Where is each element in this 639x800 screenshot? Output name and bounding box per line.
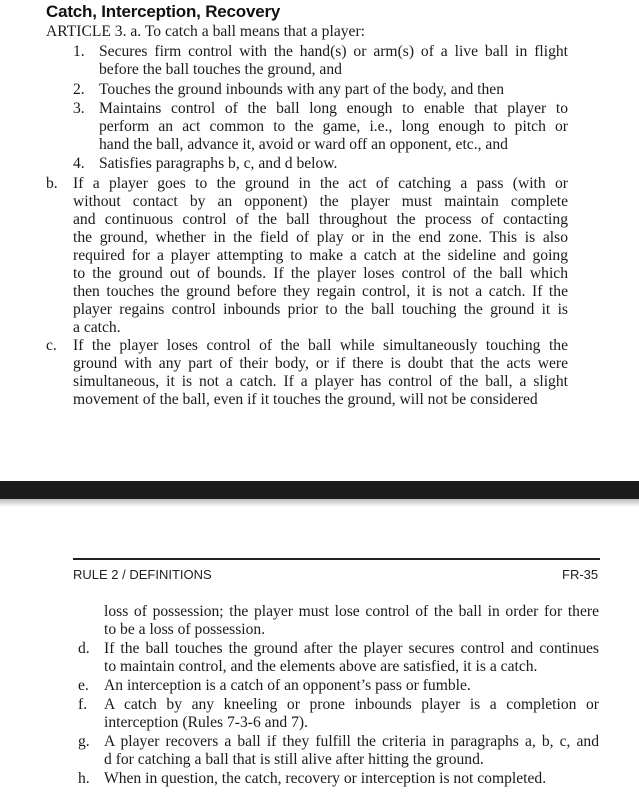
page-separator-shadow (0, 499, 639, 507)
para-b-label: b. (46, 175, 58, 192)
para-b-line-4: the ground, whether in the field of play or in the end zone. This is also (73, 229, 568, 246)
para-e-label: e. (78, 677, 89, 694)
item-3-line-1: Maintains control of the ball long enough to enable that player to (99, 100, 568, 117)
running-header-rule (73, 558, 600, 560)
page-number: FR-35 (562, 567, 599, 582)
item-1-line-1: Secures firm control with the hand(s) or arm(s) of a live ball in flight (99, 43, 568, 60)
para-b-line-5: required for a player attempting to make a catch at the sideline and going (73, 247, 568, 264)
item-3-line-3: hand the ball, advance it, avoid or ward off an opponent, etc., and (99, 136, 508, 153)
para-f-line-2: interception (Rules 7-3-6 and 7). (104, 714, 308, 731)
para-c-label: c. (46, 337, 57, 354)
para-d-line-1: If the ball touches the ground after the player secures control and continues (104, 640, 599, 657)
para-c-line-4: movement of the ball, even if it touches the ground, will not be considered (73, 391, 538, 408)
item-1-line-2: before the ball touches the ground, and (99, 61, 342, 78)
para-b-line-8: player regains control inbounds prior to the ball touching the ground it is (73, 301, 568, 318)
para-f-line-1: A catch by any kneeling or prone inbounds player is a completion or (104, 696, 599, 713)
para-f-label: f. (78, 696, 88, 713)
para-d-line-2: to maintain control, and the elements above are satisfied, it is a catch. (104, 658, 538, 675)
para-c-line-2: ground with any part of their body, or if there is doubt that the acts were (73, 355, 568, 372)
running-header-title: RULE 2 / DEFINITIONS (73, 567, 212, 582)
para-c-line-3: simultaneous, it is not a catch. If a player has control of the ball, a slight (73, 373, 568, 390)
para-h-label: h. (78, 770, 90, 787)
item-2-line-1: Touches the ground inbounds with any part of the body, and then (99, 81, 504, 98)
continuation-line-2: to be a loss of possession. (104, 621, 266, 638)
item-4-number: 4. (73, 155, 85, 172)
section-title: Catch, Interception, Recovery (46, 2, 281, 21)
para-b-line-1: If a player goes to the ground in the act of catching a pass (with or (73, 175, 568, 192)
para-b-line-9: a catch. (73, 319, 121, 336)
item-2-number: 2. (73, 81, 85, 98)
para-b-line-7: then touches the ground before they regain control, it is not a catch. If the (73, 283, 568, 300)
item-3-number: 3. (73, 100, 85, 117)
para-b-line-2: without contact by an opponent) the player must maintain complete (73, 193, 568, 210)
para-d-label: d. (78, 640, 90, 657)
para-g-label: g. (78, 733, 90, 750)
para-c-line-1: If the player loses control of the ball while simultaneously touching the (73, 337, 568, 354)
para-h-line-1: When in question, the catch, recovery or interception is not completed. (104, 770, 547, 787)
page-separator-band (0, 481, 639, 499)
item-3-line-2: perform an act common to the game, i.e., long enough to pitch or (99, 118, 568, 135)
para-b-line-3: and continuous control of the ball throughout the process of contacting (73, 211, 568, 228)
continuation-line-1: loss of possession; the player must lose control of the ball in order for there (104, 603, 599, 620)
item-4-line-1: Satisfies paragraphs b, c, and d below. (99, 155, 338, 172)
article-intro: ARTICLE 3. a. To catch a ball means that a player: (46, 23, 365, 40)
para-g-line-2: d for catching a ball that is still alive after hitting the ground. (104, 751, 484, 768)
para-g-line-1: A player recovers a ball if they fulfill the criteria in paragraphs a, b, c, and (104, 733, 599, 750)
item-1-number: 1. (73, 43, 85, 60)
para-b-line-6: to the ground out of bounds. If the player loses control of the ball which (73, 265, 568, 282)
para-e-line-1: An interception is a catch of an opponent’s pass or fumble. (104, 677, 471, 694)
cropped-next-line (0, 792, 639, 800)
